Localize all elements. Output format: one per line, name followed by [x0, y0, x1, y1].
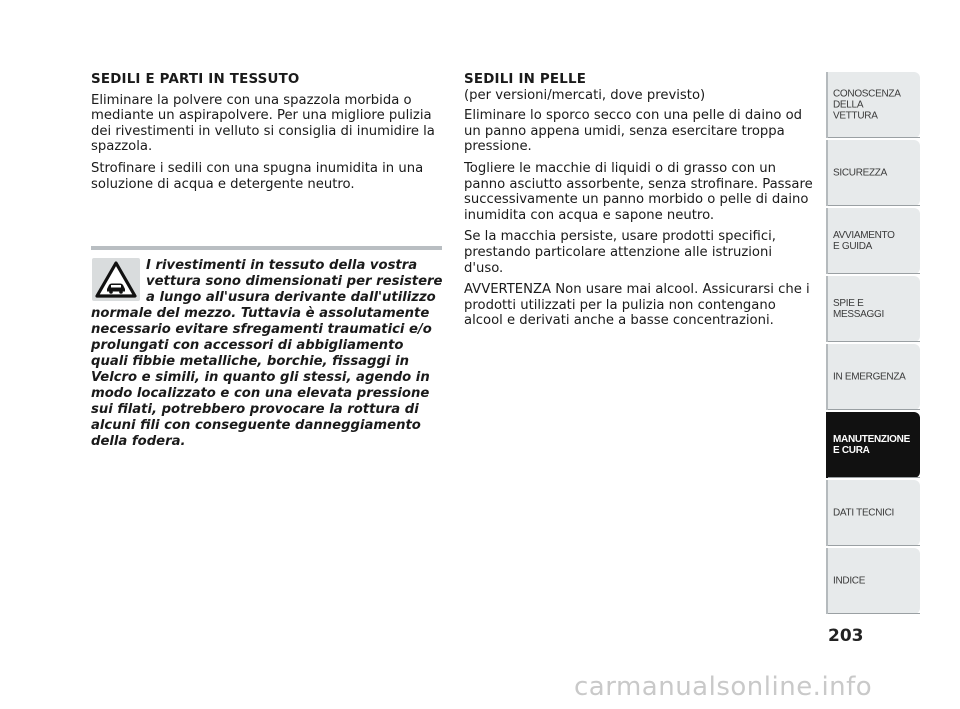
- chapter-tabs: [826, 72, 920, 616]
- tab-dati-tecnici[interactable]: [826, 480, 920, 546]
- tab-manutenzione-e-cura[interactable]: [826, 412, 920, 478]
- tab-label: SICUREZZA: [833, 167, 887, 179]
- tab-conoscenza-della-vettura[interactable]: [826, 72, 920, 138]
- tab-label: SPIE E MESSAGGI: [833, 298, 884, 320]
- tab-label: INDICE: [833, 575, 866, 587]
- tab-avviamento-e-guida[interactable]: [826, 208, 920, 274]
- warning-note: [91, 258, 443, 450]
- paragraph: Strofinare i sedili con una spugna inumidita in una soluzione di acqua e detergente neutro.: [91, 160, 424, 192]
- page-number: 203: [828, 626, 864, 646]
- tab-in-emergenza[interactable]: [826, 344, 920, 410]
- section-subheading: (per versioni/mercati, dove previsto): [464, 87, 706, 103]
- tab-label: DATI TECNICI: [833, 507, 895, 519]
- section-heading-fabric: SEDILI E PARTI IN TESSUTO: [91, 72, 300, 87]
- tab-label: CONOSCENZA DELLA VETTURA: [833, 88, 901, 122]
- tab-label: AVVIAMENTO E GUIDA: [833, 230, 895, 252]
- warning-text: I rivestimenti in tessuto della vostra vettura sono dimensionati per resistere a lungo all'usura derivante dall'utilizzo normale del mezzo. Tuttavia è assolutamente necessario evitare sfregamenti traumatici e/o prolungati con accessori di abbigliamento quali fibbie metalliche, borchie, fissaggi in Velcro e simili, in quanto gli stessi, agendo in modo localizzato e con una elevata pressione sui filati, potrebbero provocare la rottura di alcuni fili con conseguente danneggiamento della fodera.: [91, 258, 443, 449]
- tab-label: IN EMERGENZA: [833, 371, 906, 383]
- paragraph: Togliere le macchie di liquidi o di grasso con un panno asciutto assorbente, senza strofinare. Passare successivamente un panno morbido o pelle di daino inumidita con acqua e sapone neutro.: [464, 160, 813, 223]
- icon-spacer: [91, 258, 146, 304]
- paragraph: Eliminare la polvere con una spazzola morbida o mediante un aspirapolvere. Per una migliore pulizia dei rivestimenti in velluto si consiglia di inumidire la spazzola.: [91, 92, 435, 155]
- paragraph: Eliminare lo sporco secco con una pelle di daino od un panno appena umidi, senza esercitare troppa pressione.: [464, 108, 803, 155]
- right-column: [464, 72, 814, 335]
- watermark: carmanualsonline.info: [574, 672, 873, 702]
- divider-rule: [91, 246, 442, 250]
- left-column: [91, 72, 441, 198]
- tab-spie-e-messaggi[interactable]: [826, 276, 920, 342]
- paragraph: Se la macchia persiste, usare prodotti specifici, prestando particolare attenzione alle istruzioni d'uso.: [464, 229, 776, 276]
- paragraph: AVVERTENZA Non usare mai alcool. Assicurarsi che i prodotti utilizzati per la pulizia non contengano alcool e derivati anche a basse concentrazioni.: [464, 282, 810, 329]
- tab-sicurezza[interactable]: [826, 140, 920, 206]
- section-heading-leather: SEDILI IN PELLE: [464, 72, 587, 87]
- tab-indice[interactable]: [826, 548, 920, 614]
- tab-label: MANUTENZIONE E CURA: [833, 434, 910, 456]
